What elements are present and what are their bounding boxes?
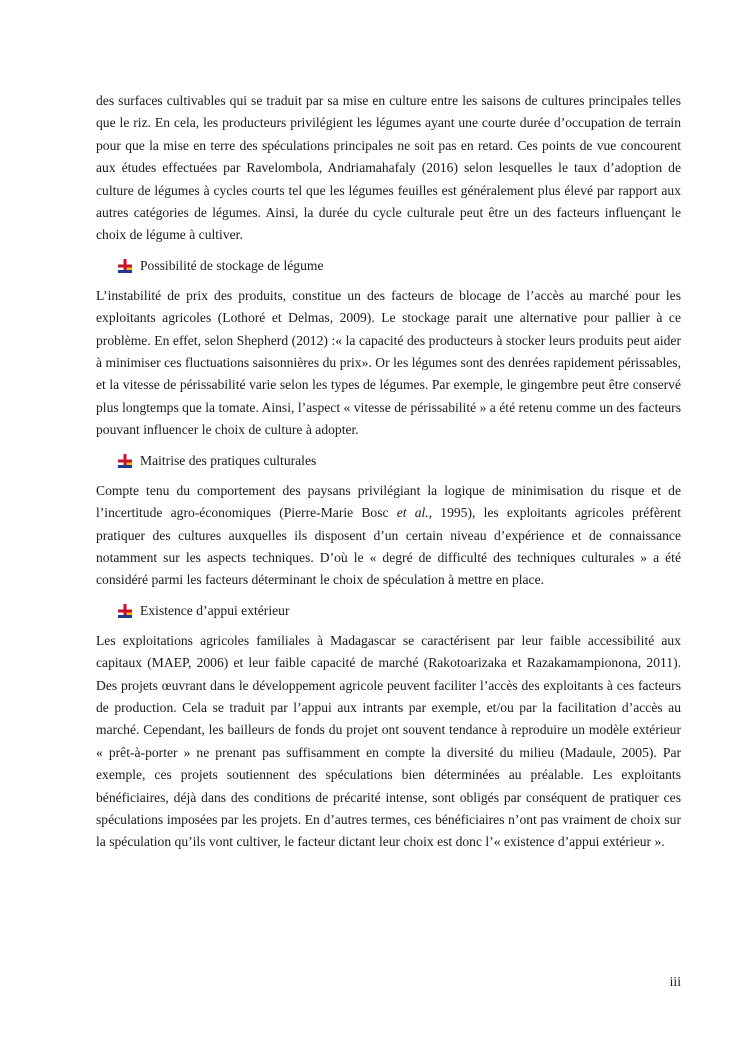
bullet-marker-icon xyxy=(118,454,132,468)
paragraph-duree-cycle: des surfaces cultivables qui se traduit par sa mise en culture entre les saisons de cultures principales telles que le riz. En cela, les producteurs privilégient les légumes ayant une courte durée d’occupation de terrain pour que la mise en terre des spéculations principales ne soit pas en retard. Ces points de vue concourent aux études effectuées par Ravelombola, Andriamahafaly (2016) selon lesquelles le taux d’adoption de culture de légumes à cycles courts tel que les légumes feuilles est généralement plus élevé par rapport aux autres catégories de légumes. Ainsi, la durée du cycle culturale peut être un des facteurs influençant le choix de légume à cultiver. xyxy=(96,93,681,243)
document-page xyxy=(96,90,681,854)
bullet-label: Possibilité de stockage de légume xyxy=(140,257,324,273)
citation-italic: et al. xyxy=(396,505,429,521)
paragraph-stockage: L’instabilité de prix des produits, constitue un des facteurs de blocage de l’accès au marché pour les exploitants agricoles (Lothoré et Delmas, 2009). Le stockage parait une alternative pour pallier à ce problème. En effet, selon Shepherd (2012) :« la capacité des producteurs à stocker leurs produits peut aider à minimiser ces fluctuations saisonnières du prix». Or les légumes sont des denrées rapidement périssables, et la vitesse de périssabilité varie selon les types de légumes. Par exemple, le gingembre peut être conservé plus longtemps que la tomate. Ainsi, l’aspect « vitesse de périssabilité » a été retenu comme un des facteurs pouvant influencer le choix de culture à adopter. xyxy=(96,287,681,438)
bullet-label: Maitrise des pratiques culturales xyxy=(140,452,317,468)
page-number: iii xyxy=(669,974,681,989)
paragraph-appui: Les exploitations agricoles familiales à Madagascar se caractérisent par leur faible accessibilité aux capitaux (MAEP, 2006) et leur faible capacité de marché (Rakotoarizaka et Razakamampionona, 2011). Des projets œuvrant dans le développement agricole peuvent faciliter l’accès des exploitants à ces facteurs de production. Cela se traduit par l’appui aux intrants par exemple, et/ou par la facilitation d’accès au marché. Cependant, les bailleurs de fonds du projet ont souvent tendance à reproduire un modèle extérieur « prêt-à-porter » ne prenant pas suffisamment en compte la diversité du milieu (Madaule, 2005). Par exemple, ces projets soutiennent des spéculations bien déterminées au préalable. Les exploitants bénéficiaires, déjà dans des conditions de précarité intense, sont obligés par conséquent de pratiquer ces spéculations imposées par les projets. En d’autres termes, ces bénéficiaires n’ont pas vraiment de choix sur la spéculation qu’ils vont cultiver, le facteur dictant leur choix est donc l’« existence d’appui extérieur ». xyxy=(96,632,681,850)
bullet-marker-icon xyxy=(118,259,132,273)
bullet-appui-exterieur xyxy=(118,600,681,622)
paragraph-pratiques xyxy=(96,480,681,592)
bullet-label: Existence d’appui extérieur xyxy=(140,602,290,618)
bullet-stockage xyxy=(118,255,681,277)
paragraph-text: Compte tenu du comportement des paysans privilégiant la logique de minimisation du risque et de l’incertitude agro-économiques (Pierre-Marie Bosc xyxy=(96,482,681,521)
paragraph-text: , 1995), les exploitants agricoles préfèrent pratiquer des cultures auxquelles ils disposent d’un certain niveau d’expérience et de connaissance notamment sur les aspects techniques. D’où le « degré de difficulté des techniques culturales » a été considéré parmi les facteurs déterminant le choix de spéculation à mettre en place. xyxy=(96,505,681,588)
bullet-marker-icon xyxy=(118,604,132,618)
bullet-pratiques-culturales xyxy=(118,450,681,472)
